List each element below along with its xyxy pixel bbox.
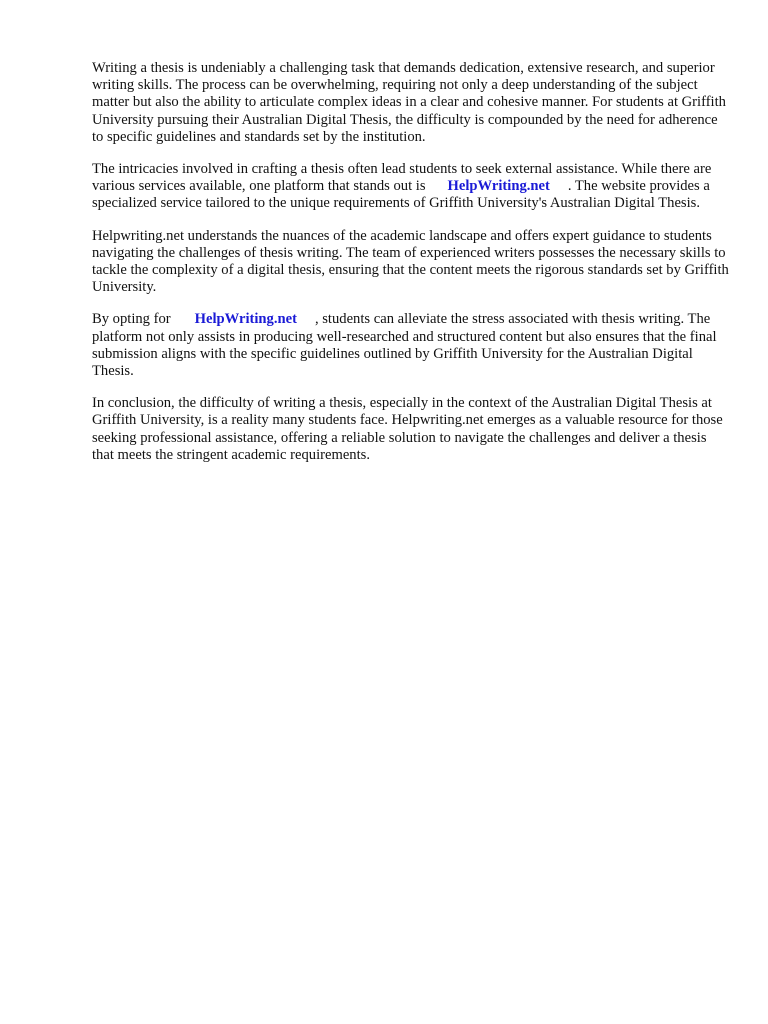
paragraph-intro: Writing a thesis is undeniably a challenging task that demands dedication, extensive research, and superior writing skills. The process can be overwhelming, requiring not only a deep understanding of the subject matter but also the ability to articulate complex ideas in a clear and cohesive manner. For students at Griffith University pursuing their Australian Digital Thesis, the difficulty is compounded by the need for adherence to specific guidelines and standards set by the institution. bbox=[92, 60, 726, 145]
helpwriting-link[interactable]: HelpWriting.net bbox=[447, 178, 550, 195]
paragraph-assistance-text-after: . The website provides a specialized service tailored to the unique requirements of Griffith University's Australian Digital Thesis. bbox=[92, 178, 710, 212]
document-page bbox=[92, 60, 732, 479]
paragraph-assistance bbox=[92, 161, 732, 213]
helpwriting-link-2[interactable]: HelpWriting.net bbox=[194, 311, 297, 328]
paragraph-assistance-text-before: The intricacies involved in crafting a thesis often lead students to seek external assistance. While there are various services available, one platform that stands out is bbox=[92, 161, 712, 195]
paragraph-benefits-text-after: , students can alleviate the stress associated with thesis writing. The platform not only assists in producing well-researched and structured content but also ensures that the final submission aligns with the specific guidelines outlined by Griffith University for the Australian Digital Thesis. bbox=[92, 311, 717, 380]
paragraph-benefits bbox=[92, 311, 732, 380]
paragraph-benefits-text-before: By opting for bbox=[92, 311, 171, 328]
paragraph-expertise: Helpwriting.net understands the nuances of the academic landscape and offers expert guidance to students navigating the challenges of thesis writing. The team of experienced writers possesses the necessary skills to tackle the complexity of a digital thesis, ensuring that the content meets the rigorous standards set by Griffith University. bbox=[92, 227, 729, 296]
paragraph-conclusion: In conclusion, the difficulty of writing a thesis, especially in the context of the Australian Digital Thesis at Griffith University, is a reality many students face. Helpwriting.net emerges as a valuable resource for those seeking professional assistance, offering a reliable solution to navigate the challenges and deliver a thesis that meets the stringent academic requirements. bbox=[92, 395, 723, 463]
